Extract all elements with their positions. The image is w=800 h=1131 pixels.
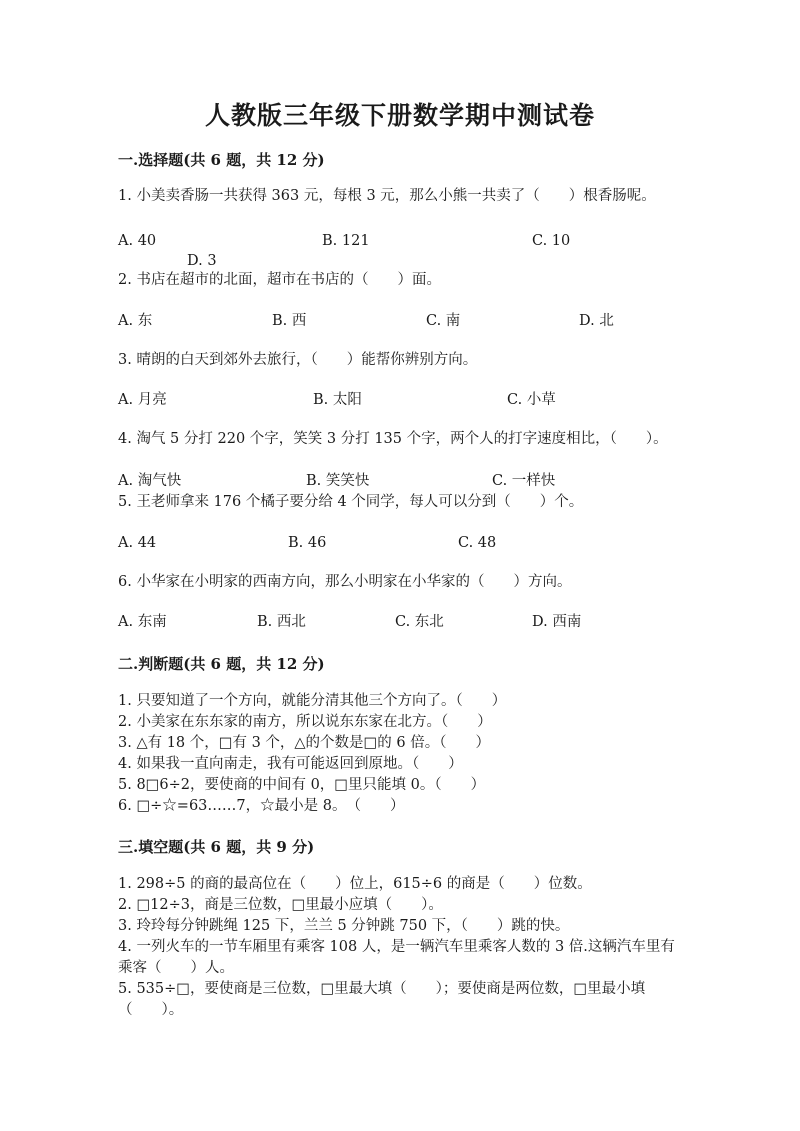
judgement-item-6: 6. □÷☆=63……7，☆最小是 8。 （ ） (118, 798, 405, 814)
q1-6-option-c: C. 东北 (395, 614, 444, 630)
q1-1-option-a: A. 40 (118, 233, 157, 249)
q1-4-option-a: A. 淘气快 (118, 473, 182, 489)
q1-2-option-a: A. 东 (118, 313, 153, 329)
question-1-3: 3. 晴朗的白天到郊外去旅行，（ ）能帮你辨别方向。 (118, 352, 478, 368)
q1-5-option-b: B. 46 (288, 535, 327, 551)
q1-2-option-c: C. 南 (426, 313, 461, 329)
fill-item-2: 2. □12÷3，商是三位数，□里最小应填（ ）。 (118, 897, 443, 913)
q1-2-option-b: B. 西 (272, 313, 307, 329)
q1-1-option-c: C. 10 (532, 233, 571, 249)
section2-heading: 二.判断题(共 6 题，共 12 分) (118, 655, 325, 673)
question-1-1: 1. 小美卖香肠一共获得 363 元，每根 3 元，那么小熊一共卖了（ ）根香肠呢。 (118, 188, 656, 204)
q1-1-option-d: D. 3 (187, 253, 217, 269)
q1-1-option-b: B. 121 (322, 233, 370, 249)
exam-title: 人教版三年级下册数学期中测试卷 (204, 101, 595, 130)
judgement-item-3: 3. △有 18 个，□有 3 个，△的个数是□的 6 倍。（ ） (118, 735, 490, 751)
fill-item-1: 1. 298÷5 的商的最高位在（ ）位上，615÷6 的商是（ ）位数。 (118, 876, 592, 892)
fill-item-3: 3. 玲玲每分钟跳绳 125 下，兰兰 5 分钟跳 750 下，（ ）跳的快。 (118, 918, 570, 934)
q1-4-option-b: B. 笑笑快 (306, 473, 370, 489)
fill-item-5: 5. 535÷□，要使商是三位数，□里最大填（ ）；要使商是两位数，□里最小填（ ）。 (118, 981, 646, 1018)
judgement-item-5: 5. 8□6÷2，要使商的中间有 0，□里只能填 0。（ ） (118, 777, 486, 793)
q1-6-option-b: B. 西北 (257, 614, 306, 630)
q1-6-option-d: D. 西南 (532, 614, 582, 630)
q1-5-option-c: C. 48 (458, 535, 497, 551)
question-1-5: 5. 王老师拿来 176 个橘子要分给 4 个同学，每人可以分到（ ）个。 (118, 494, 584, 510)
q1-5-option-a: A. 44 (118, 535, 157, 551)
q1-3-option-a: A. 月亮 (118, 392, 167, 408)
question-1-2: 2. 书店在超市的北面，超市在书店的（ ）面。 (118, 272, 441, 288)
judgement-item-1: 1. 只要知道了一个方向，就能分清其他三个方向了。（ ） (118, 693, 507, 709)
section1-heading: 一.选择题(共 6 题，共 12 分) (118, 151, 325, 169)
question-1-6: 6. 小华家在小明家的西南方向，那么小明家在小华家的（ ）方向。 (118, 574, 572, 590)
q1-4-option-c: C. 一样快 (492, 473, 556, 489)
judgement-item-2: 2. 小美家在东东家的南方，所以说东东家在北方。（ ） (118, 714, 492, 730)
section3-heading: 三.填空题(共 6 题，共 9 分) (118, 838, 315, 856)
q1-6-option-a: A. 东南 (118, 614, 167, 630)
q1-3-option-b: B. 太阳 (313, 392, 362, 408)
judgement-item-4: 4. 如果我一直向南走，我有可能返回到原地。（ ） (118, 756, 463, 772)
q1-3-option-c: C. 小草 (507, 392, 556, 408)
fill-item-4: 4. 一列火车的一节车厢里有乘客 108 人，是一辆汽车里乘客人数的 3 倍.这辆汽车里有乘客（ ）人。 (118, 939, 675, 976)
question-1-4: 4. 淘气 5 分打 220 个字，笑笑 3 分打 135 个字，两个人的打字速度相比，（ ）。 (118, 431, 668, 447)
q1-2-option-d: D. 北 (579, 313, 614, 329)
